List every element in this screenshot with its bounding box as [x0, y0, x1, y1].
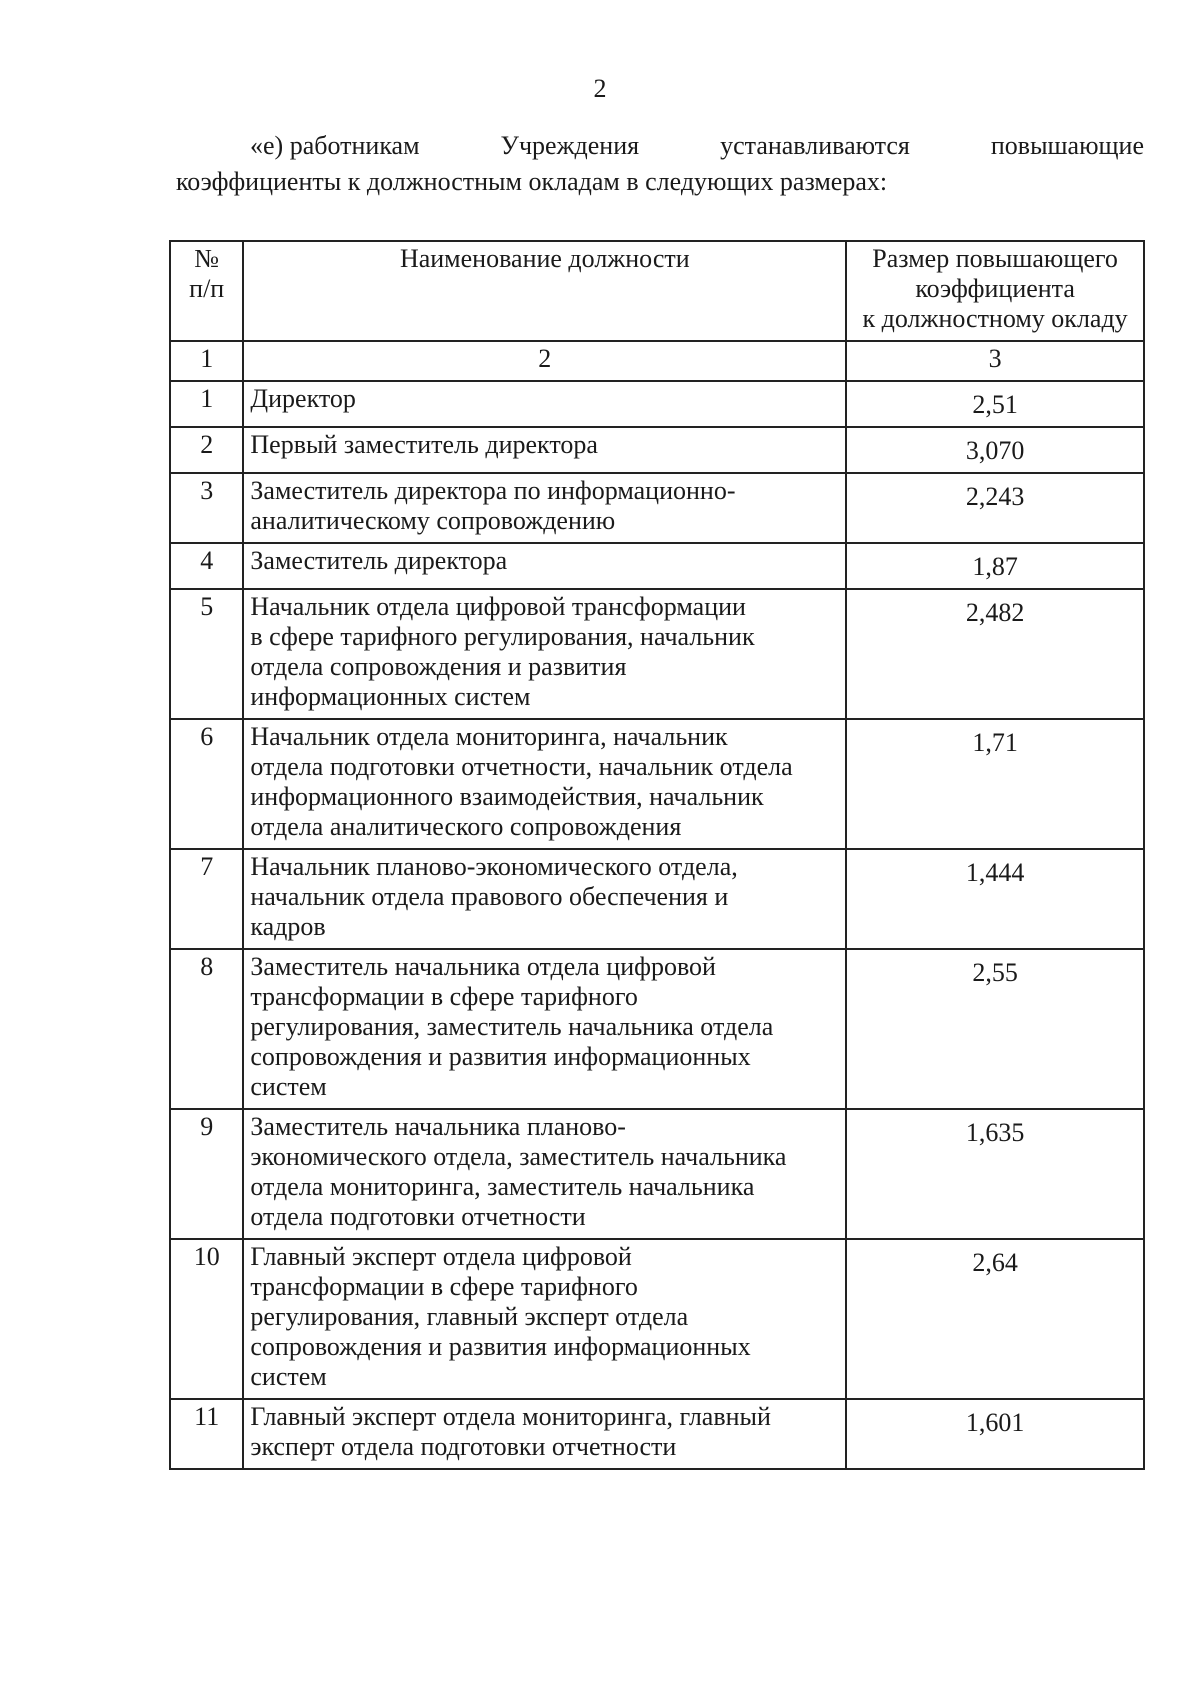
coefficient-value: 1,601: [846, 1399, 1144, 1469]
position-name: Главный эксперт отдела цифровой трансформации в сфере тарифного регулирования, главный эксперт отдела сопровождения и развития информационных систем: [243, 1239, 846, 1399]
intro-word: Учреждения: [500, 131, 640, 160]
row-number: 10: [170, 1239, 243, 1399]
coefficient-value: 2,51: [846, 381, 1144, 427]
row-number: 1: [170, 381, 243, 427]
header-position-name: Наименование должности: [243, 241, 846, 341]
header-coefficient: Размер повышающего коэффициента к должностному окладу: [846, 241, 1144, 341]
table-row: [170, 1239, 1144, 1399]
table-header-row: [170, 241, 1144, 341]
row-number: 3: [170, 473, 243, 543]
coefficient-value: 1,87: [846, 543, 1144, 589]
position-name: Первый заместитель директора: [243, 427, 846, 473]
table-row: [170, 849, 1144, 949]
row-number: 11: [170, 1399, 243, 1469]
position-name: Заместитель директора по информационно- аналитическому сопровождению: [243, 473, 846, 543]
table-row: [170, 949, 1144, 1109]
table-row: [170, 473, 1144, 543]
position-name: Начальник отдела мониторинга, начальник отдела подготовки отчетности, начальник отдела информационного взаимодействия, начальник отдела аналитического сопровождения: [243, 719, 846, 849]
row-number: 2: [170, 427, 243, 473]
coefficient-value: 2,243: [846, 473, 1144, 543]
row-number: 4: [170, 543, 243, 589]
table-row: [170, 1399, 1144, 1469]
coefficient-value: 2,55: [846, 949, 1144, 1109]
table-row: [170, 543, 1144, 589]
table-row: [170, 589, 1144, 719]
intro-paragraph: [176, 128, 1144, 200]
coefficient-value: 2,482: [846, 589, 1144, 719]
row-number: 8: [170, 949, 243, 1109]
header-number: № п/п: [170, 241, 243, 341]
coefficient-value: 1,444: [846, 849, 1144, 949]
position-name: Начальник планово-экономического отдела, начальник отдела правового обеспечения и кадров: [243, 849, 846, 949]
coefficients-table: [169, 240, 1145, 1470]
coefficient-value: 1,71: [846, 719, 1144, 849]
row-number: 7: [170, 849, 243, 949]
position-name: Заместитель начальника отдела цифровой трансформации в сфере тарифного регулирования, заместитель начальника отдела сопровождения и развития информационных систем: [243, 949, 846, 1109]
table-row: [170, 719, 1144, 849]
coefficient-value: 2,64: [846, 1239, 1144, 1399]
intro-word: повышающие: [990, 131, 1144, 160]
coefficient-value: 1,635: [846, 1109, 1144, 1239]
position-name: Заместитель начальника планово- экономического отдела, заместитель начальника отдела мониторинга, заместитель начальника отдела подготовки отчетности: [243, 1109, 846, 1239]
intro-first-line: [176, 128, 1144, 164]
position-name: Директор: [243, 381, 846, 427]
position-name: Заместитель директора: [243, 543, 846, 589]
table-row: [170, 381, 1144, 427]
intro-second-line: коэффициенты к должностным окладам в следующих размерах:: [176, 167, 888, 196]
row-number: 9: [170, 1109, 243, 1239]
intro-word: устанавливаются: [720, 131, 910, 160]
page-number: 2: [593, 74, 607, 103]
column-numbers-row: [170, 341, 1144, 381]
column-number: 3: [846, 341, 1144, 381]
intro-word: «е) работникам: [250, 131, 420, 160]
table-row: [170, 1109, 1144, 1239]
row-number: 6: [170, 719, 243, 849]
column-number: 2: [243, 341, 846, 381]
row-number: 5: [170, 589, 243, 719]
position-name: Начальник отдела цифровой трансформации в сфере тарифного регулирования, начальник отдела сопровождения и развития информационных систем: [243, 589, 846, 719]
coefficient-value: 3,070: [846, 427, 1144, 473]
table-row: [170, 427, 1144, 473]
position-name: Главный эксперт отдела мониторинга, главный эксперт отдела подготовки отчетности: [243, 1399, 846, 1469]
column-number: 1: [170, 341, 243, 381]
